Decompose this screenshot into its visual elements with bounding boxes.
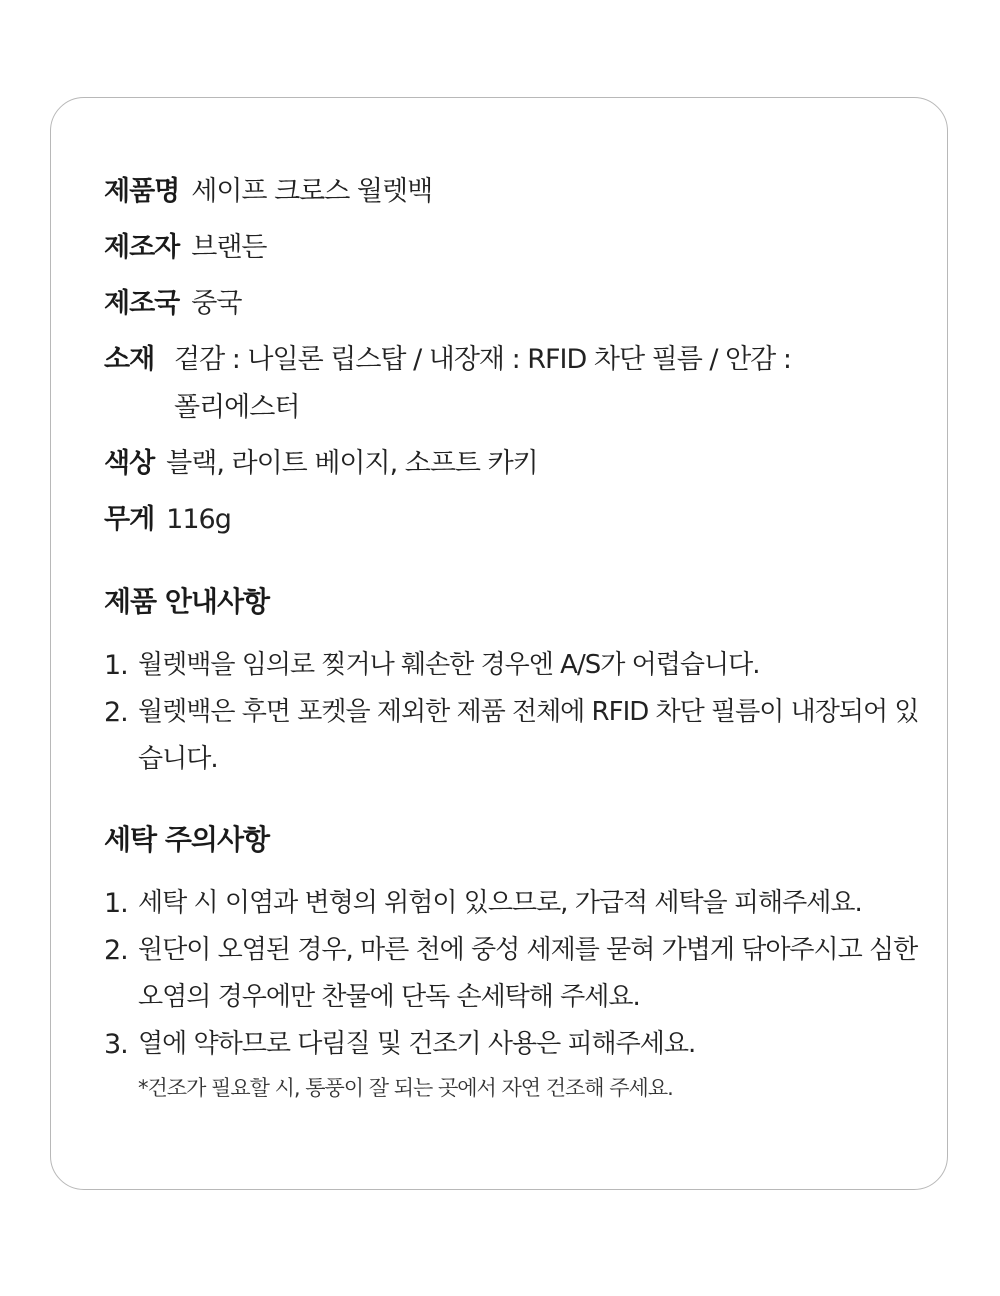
guide-list [104,642,924,783]
spec-value: 116g [166,504,231,535]
list-item [104,927,924,1021]
list-text: 세탁 시 이염과 변형의 위험이 있으므로, 가급적 세탁을 피해주세요. [138,888,862,918]
spec-value: 브랜든 [191,232,267,263]
spec-value: 겉감 : 나일론 립스탑 / 내장재 : RFID 차단 필름 / 안감 : 폴리에스터 [174,344,791,423]
spec-row-weight [104,496,924,544]
spec-value: 중국 [191,288,242,319]
washing-section [104,820,924,1108]
spec-label: 무게 [104,504,155,535]
washing-list [104,880,924,1108]
spec-label: 색상 [104,448,155,479]
list-number: 2. [104,935,128,966]
product-guide-section [104,582,924,783]
spec-label: 제조자 [104,232,180,263]
list-number: 3. [104,1029,128,1060]
list-text: 원단이 오염된 경우, 마른 천에 중성 세제를 묻혀 가볍게 닦아주시고 심한 오염의 경우에만 찬물에 단독 손세탁해 주세요. [138,935,918,1012]
spec-row-manufacturer [104,224,924,272]
list-item [104,689,924,783]
list-item [104,880,924,927]
list-number: 1. [104,650,128,681]
list-number: 1. [104,888,128,919]
section-title: 제품 안내사항 [104,585,270,618]
spec-label: 제품명 [104,176,180,207]
list-item [104,642,924,689]
spec-label: 소재 [104,344,155,375]
list-text: 월렛백은 후면 포켓을 제외한 제품 전체에 RFID 차단 필름이 내장되어 있습니다. [138,697,919,774]
list-number: 2. [104,697,128,728]
list-text: 열에 약하므로 다림질 및 건조기 사용은 피해주세요. [138,1029,696,1059]
spec-row-color [104,440,924,488]
spec-row-product-name [104,168,924,216]
list-text: 월렛백을 임의로 찢거나 훼손한 경우엔 A/S가 어렵습니다. [138,650,760,680]
spec-value: 세이프 크로스 월렛백 [191,176,433,207]
section-title: 세탁 주의사항 [104,823,270,856]
washing-note: *건조가 필요할 시, 통풍이 잘 되는 곳에서 자연 건조해 주세요. [138,1076,673,1100]
list-item [104,1021,924,1108]
spec-row-country [104,280,924,328]
spec-row-material [104,336,924,432]
product-specs [104,168,924,552]
spec-value: 블랙, 라이트 베이지, 소프트 카키 [166,448,538,479]
spec-label: 제조국 [104,288,180,319]
